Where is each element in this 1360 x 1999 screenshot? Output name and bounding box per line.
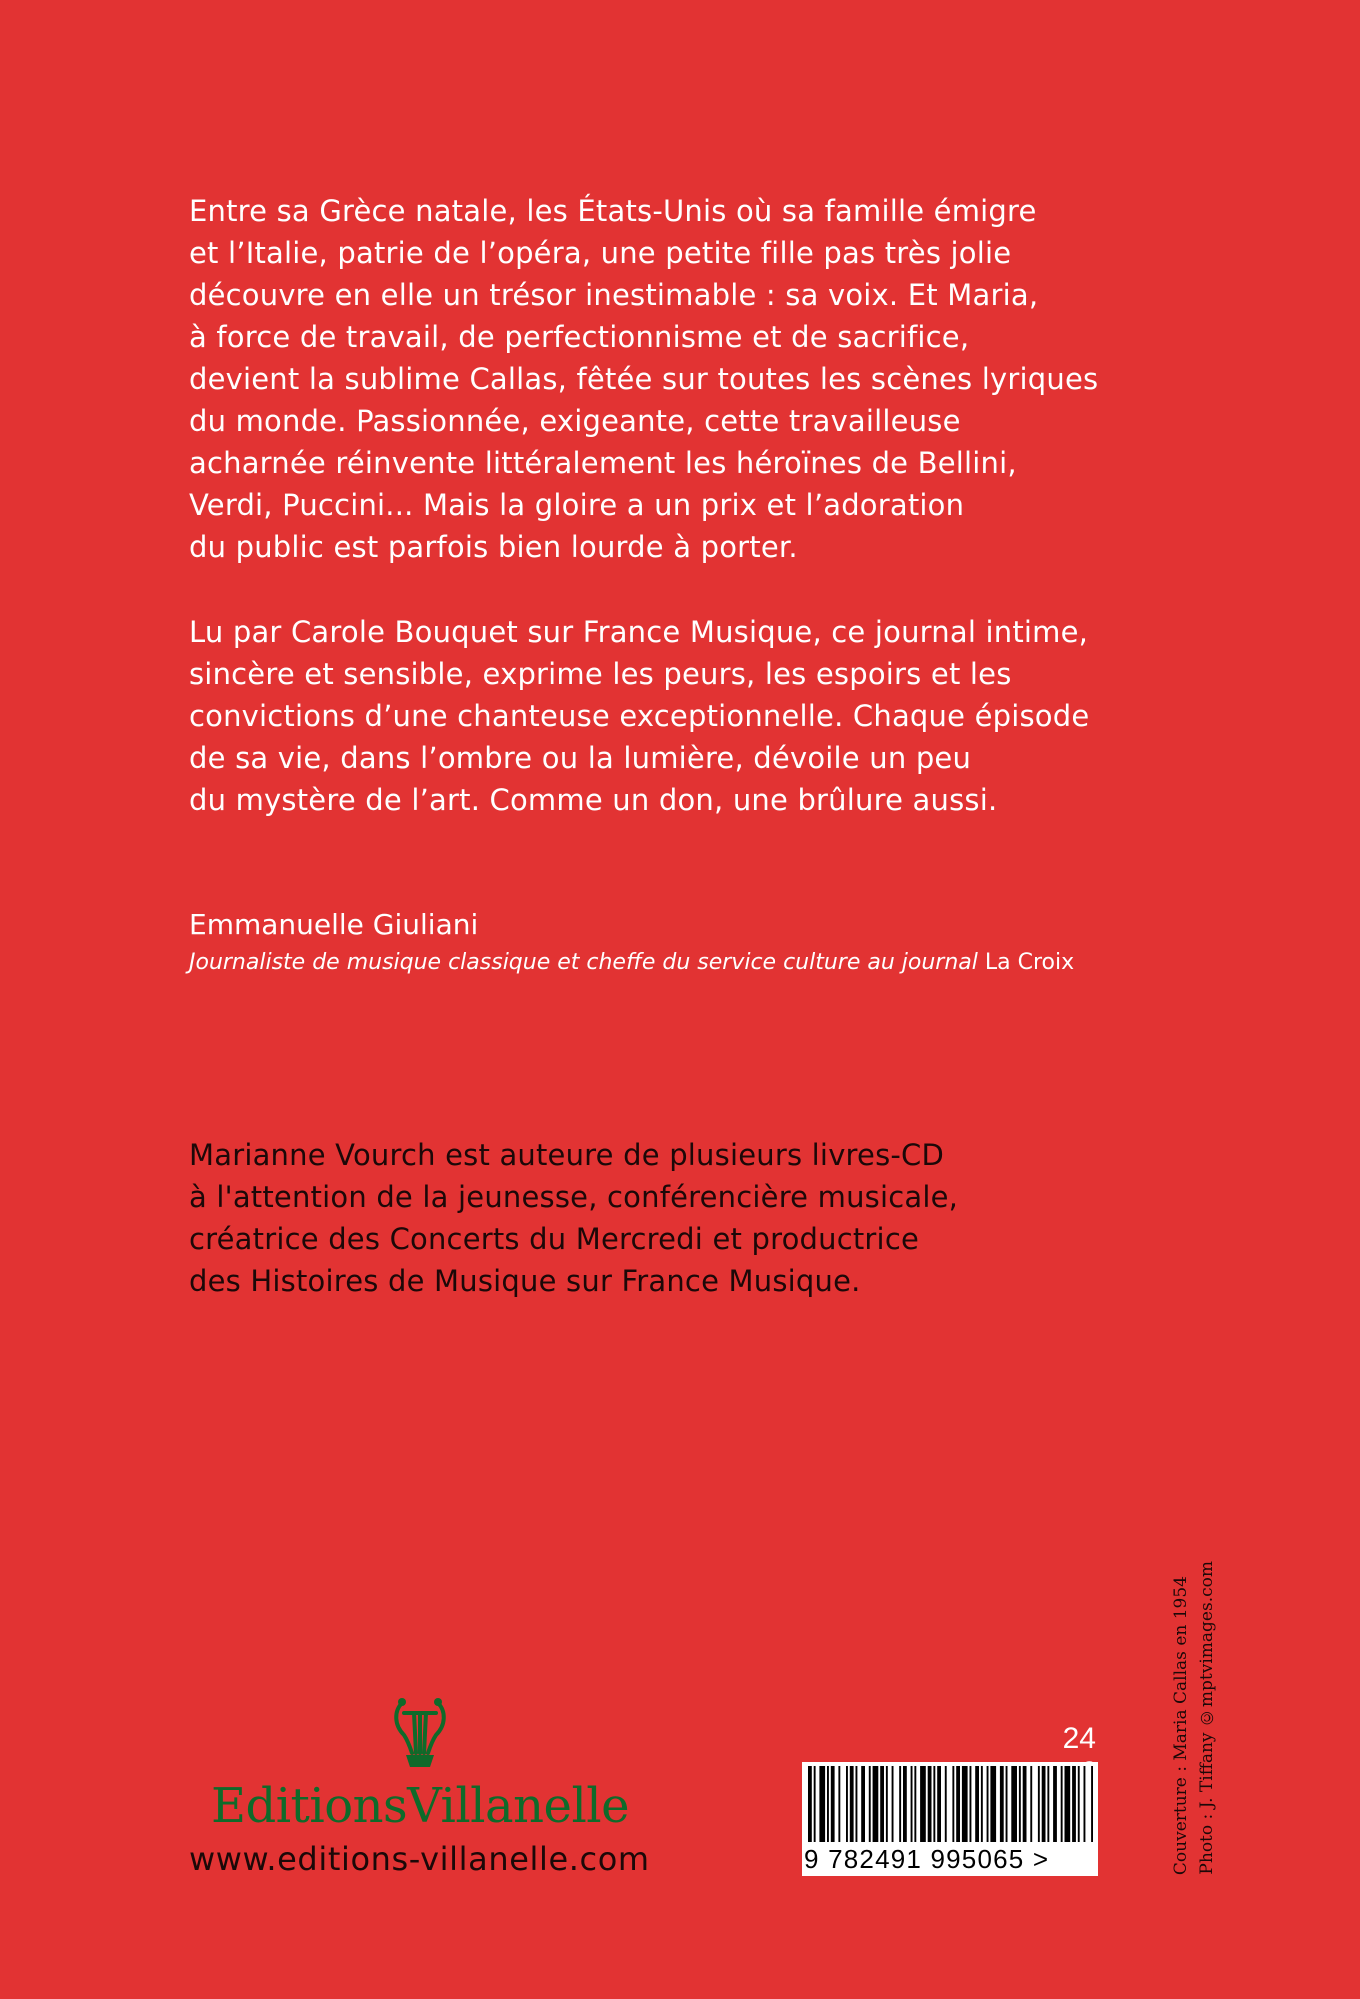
barcode-bar	[962, 1766, 968, 1842]
reviewer-publication: La Croix	[977, 950, 1075, 975]
synopsis-text	[189, 190, 1099, 568]
reviewer-role	[189, 945, 1074, 981]
text-line: créatrice des Concerts du Mercredi et productrice	[189, 1222, 919, 1256]
text-line: du monde. Passionnée, exigeante, cette travailleuse	[189, 404, 961, 438]
barcode-bar	[861, 1766, 865, 1842]
synopsis-text	[189, 611, 1089, 821]
barcode-bar	[952, 1766, 954, 1842]
price-label: 24	[1062, 1722, 1096, 1755]
barcode-bar	[1019, 1766, 1021, 1842]
text-line: et l’Italie, patrie de l’opéra, une petite fille pas très jolie	[189, 236, 1012, 270]
barcode-bar	[831, 1766, 835, 1842]
synopsis-paragraph-2	[189, 611, 1089, 821]
publisher-logo	[210, 1695, 630, 1834]
barcode-bar	[970, 1766, 972, 1842]
text-line: à l'attention de la jeunesse, conférencière musicale,	[189, 1180, 959, 1214]
text-line: à force de travail, de perfectionnisme et de sacrifice,	[189, 320, 970, 354]
author-bio-text	[189, 1134, 1089, 1302]
barcode-bar	[1006, 1766, 1008, 1842]
text-line: découvre en elle un trésor inestimable : sa voix. Et Maria,	[189, 278, 1039, 312]
barcode-bar	[1030, 1766, 1032, 1842]
barcode-bar	[1011, 1766, 1017, 1842]
author-bio	[189, 1134, 1089, 1302]
barcode-bar	[1023, 1766, 1027, 1842]
barcode-bar	[819, 1766, 825, 1842]
barcode-bar	[903, 1766, 907, 1842]
barcode-bar	[838, 1766, 840, 1842]
publisher-website[interactable]: www.editions-villanelle.com	[189, 1840, 650, 1878]
review-signature	[189, 905, 1074, 981]
barcode-bar	[911, 1766, 913, 1842]
barcode-bar	[937, 1766, 941, 1842]
reviewer-name: Emmanuelle Giuliani	[189, 908, 479, 941]
barcode-bar	[1061, 1766, 1063, 1842]
barcode-bar	[808, 1766, 812, 1842]
publisher-logo-text: EditionsVillanelle	[210, 1778, 630, 1834]
lyre-icon	[390, 1695, 450, 1775]
text-line: acharnée réinvente littéralement les héroïnes de Bellini,	[189, 446, 1017, 480]
barcode-bar	[1047, 1766, 1049, 1842]
barcode-bar	[933, 1766, 935, 1842]
text-line: de sa vie, dans l’ombre ou la lumière, dévoile un peu	[189, 741, 972, 775]
barcode-bar	[1038, 1766, 1040, 1842]
barcode-bar	[945, 1766, 947, 1842]
barcode-bar	[1084, 1766, 1086, 1842]
barcode-bar	[1065, 1766, 1071, 1842]
text-line: du mystère de l’art. Comme un don, une brûlure aussi.	[189, 783, 998, 817]
barcode-bar	[920, 1766, 926, 1842]
isbn-digits: 9 782491 995065 >	[804, 1844, 1050, 1874]
barcode-bar	[981, 1766, 983, 1842]
barcode-bar	[1053, 1766, 1057, 1842]
reviewer-role-title: Journaliste de musique classique et cheffe du service culture au journal	[189, 950, 978, 975]
text-line: Lu par Carole Bouquet sur France Musique, ce journal intime,	[189, 615, 1089, 649]
barcode-bar	[1042, 1766, 1046, 1842]
text-line: du public est parfois bien lourde à porter.	[189, 530, 798, 564]
barcode-bars	[802, 1762, 1098, 1846]
isbn-barcode	[802, 1762, 1098, 1876]
text-line: Entre sa Grèce natale, les États-Unis où sa famille émigre	[189, 194, 1037, 228]
barcode-bar	[892, 1766, 894, 1842]
barcode-bar	[846, 1766, 848, 1842]
barcode-bar	[1000, 1766, 1004, 1842]
barcode-bar	[814, 1766, 816, 1842]
barcode-bar	[975, 1766, 979, 1842]
synopsis-paragraph-1	[189, 190, 1099, 568]
barcode-bar	[873, 1766, 879, 1842]
photo-credits	[1148, 1545, 1228, 1875]
barcode-bar	[1078, 1766, 1080, 1842]
cover-credit: Couverture : Maria Callas en 1954	[1171, 1575, 1191, 1875]
barcode-bar	[899, 1766, 901, 1842]
barcode-bar	[1072, 1766, 1076, 1842]
barcode-bar	[886, 1766, 888, 1842]
barcode-bar	[1091, 1766, 1093, 1842]
text-line: des Histoires de Musique sur France Musique.	[189, 1264, 861, 1298]
barcode-bar	[914, 1766, 916, 1842]
barcode-bar	[956, 1766, 960, 1842]
text-line: Marianne Vourch est auteure de plusieurs livres-CD	[189, 1138, 945, 1172]
barcode-bar	[856, 1766, 858, 1842]
barcode-bar	[987, 1766, 989, 1842]
barcode-bar	[880, 1766, 884, 1842]
photo-credit: Photo : J. Tiffany ©mptvimages.com	[1197, 1561, 1217, 1875]
text-line: convictions d’une chanteuse exceptionnelle. Chaque épisode	[189, 699, 1090, 733]
text-line: sincère et sensible, exprime les peurs, les espoirs et les	[189, 657, 1012, 691]
barcode-bar	[827, 1766, 829, 1842]
text-line: devient la sublime Callas, fêtée sur toutes les scènes lyriques	[189, 362, 1099, 396]
text-line: Verdi, Puccini... Mais la gloire a un prix et l’adoration	[189, 488, 965, 522]
barcode-bar	[869, 1766, 871, 1842]
barcode-bar	[990, 1766, 996, 1842]
barcode-bar	[928, 1766, 932, 1842]
barcode-bar	[850, 1766, 854, 1842]
